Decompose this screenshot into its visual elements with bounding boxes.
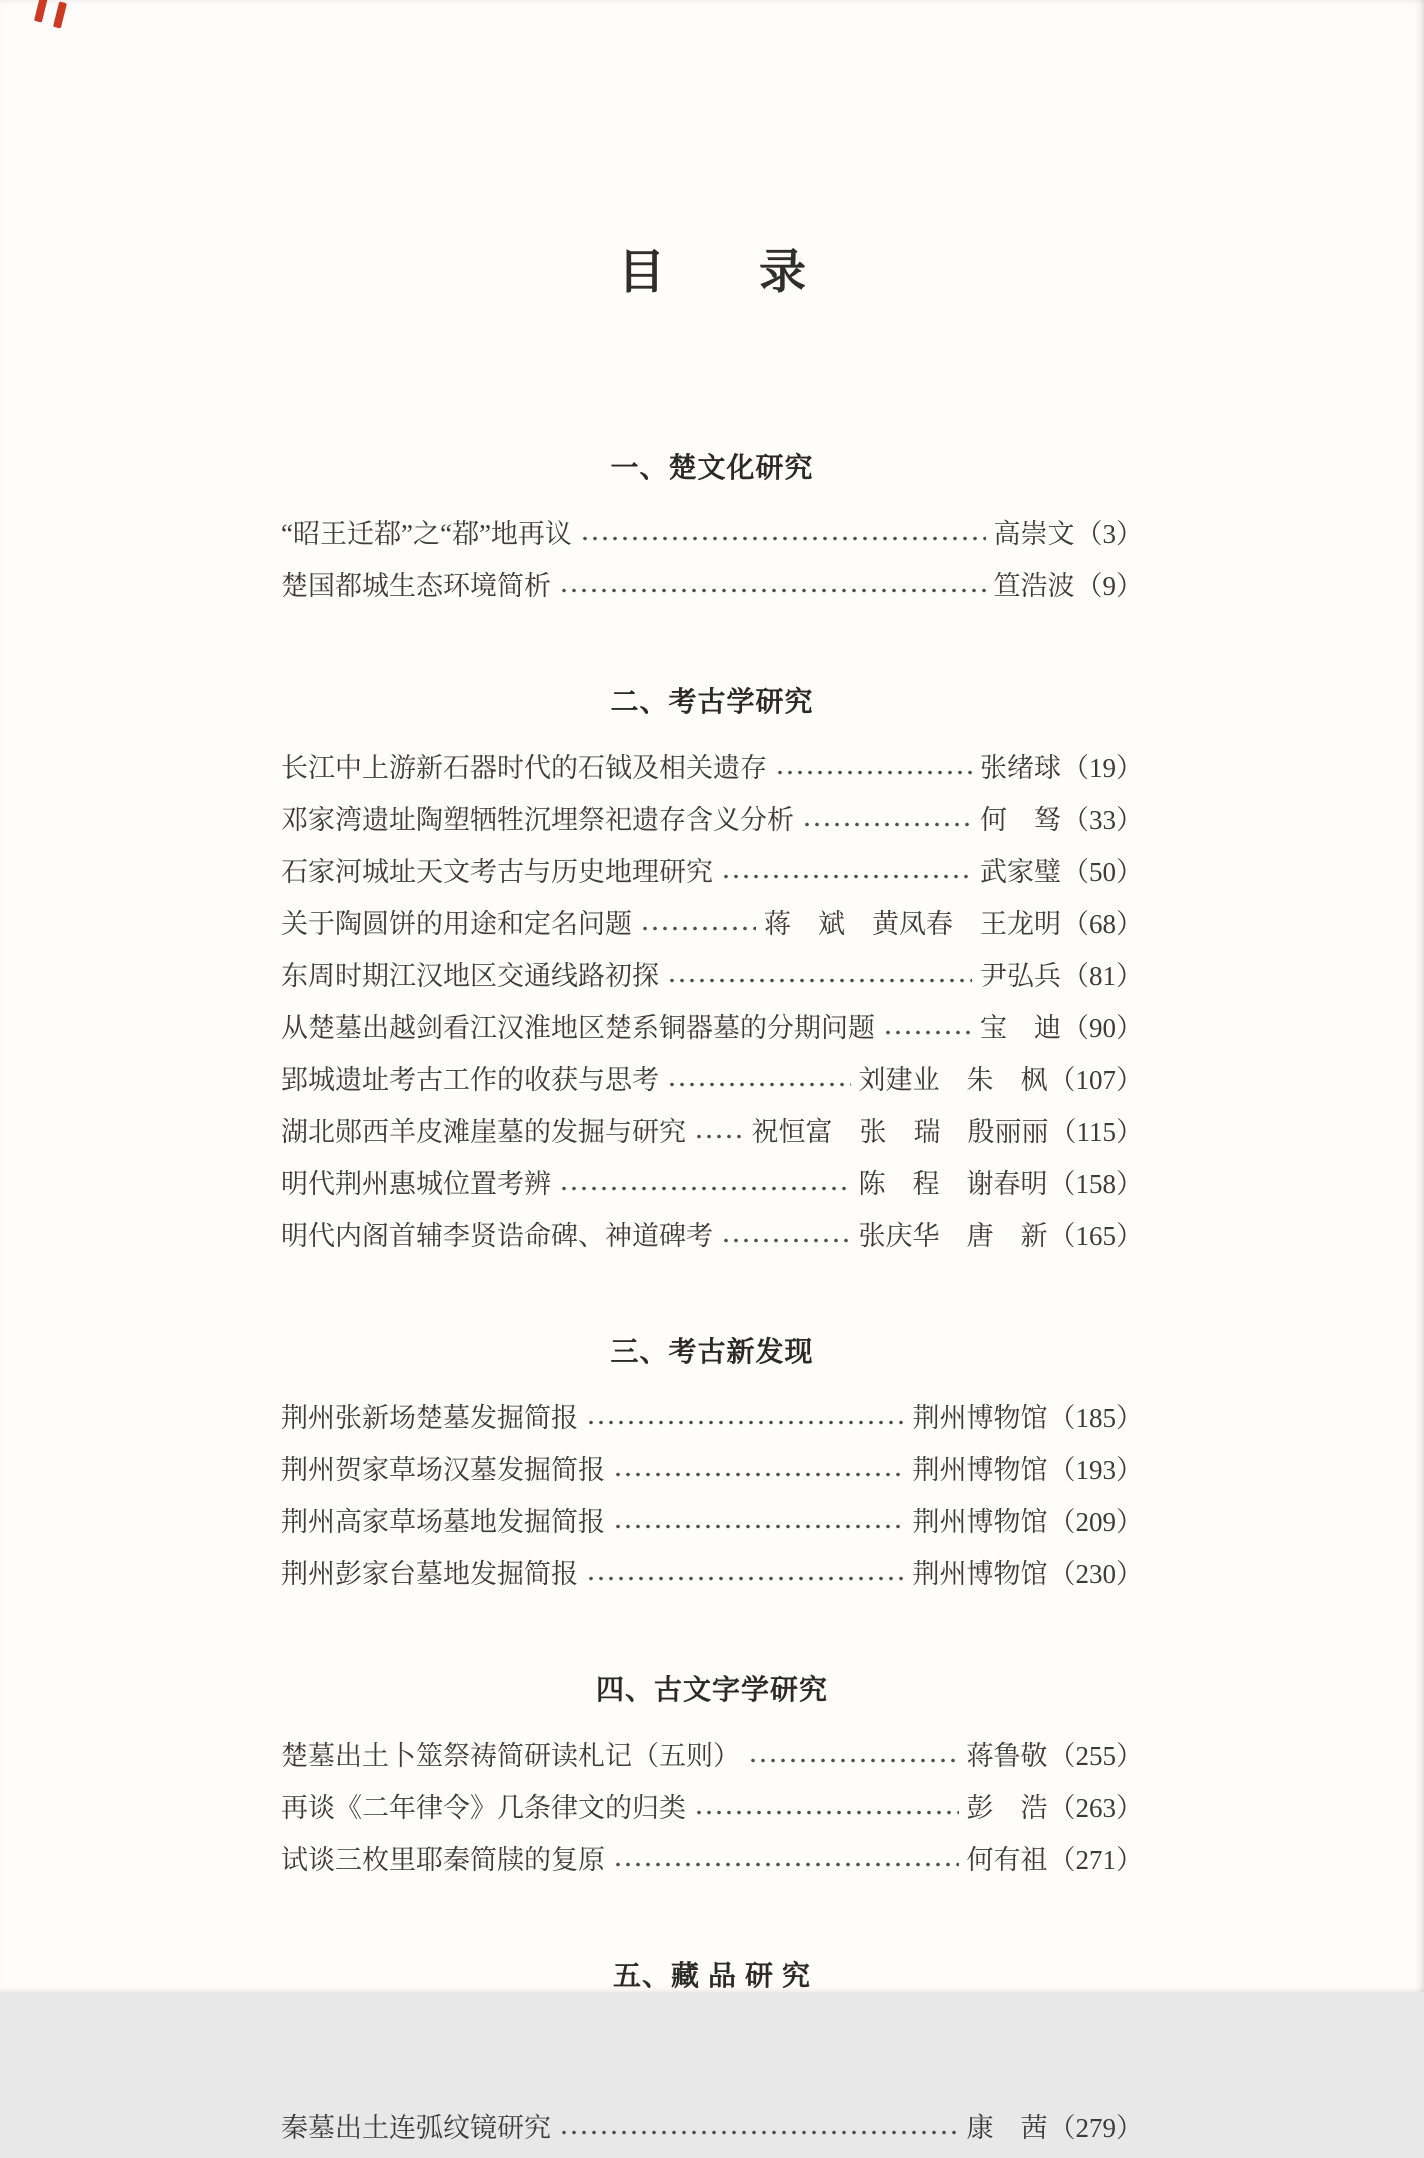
toc-entry bbox=[281, 1500, 1143, 1552]
dot-leader bbox=[692, 1808, 959, 1817]
toc-content bbox=[281, 0, 1143, 2158]
toc-entry bbox=[281, 564, 1143, 616]
dot-leader bbox=[800, 820, 972, 829]
entry-authors: 陈 程 谢春明 bbox=[858, 1168, 1048, 1199]
entry-authors: 张庆华 唐 新 bbox=[858, 1220, 1048, 1251]
dot-leader bbox=[719, 1236, 851, 1245]
entry-page-number: （107） bbox=[1048, 1064, 1143, 1095]
entry-title: 荆州贺家草场汉墓发掘简报 bbox=[281, 1454, 605, 1485]
entry-title: 郢城遗址考古工作的收获与思考 bbox=[281, 1064, 659, 1095]
entry-title: 东周时期江汉地区交通线路初探 bbox=[281, 960, 659, 991]
entry-title: 明代荆州惠城位置考辨 bbox=[281, 1168, 551, 1199]
entry-title: 从楚墓出越剑看江汉淮地区楚系铜器墓的分期问题 bbox=[281, 1012, 875, 1043]
entry-title: “昭王迁鄀”之“鄀”地再议 bbox=[281, 518, 572, 549]
entry-authors: 康 茜 bbox=[966, 2112, 1048, 2143]
dot-leader bbox=[557, 586, 986, 595]
entry-page-number: （209） bbox=[1048, 1506, 1143, 1537]
entry-page-number: （3） bbox=[1075, 518, 1143, 549]
toc-entry bbox=[281, 512, 1143, 564]
dot-leader bbox=[665, 976, 972, 985]
entry-page-number: （9） bbox=[1075, 570, 1143, 601]
entry-page-number: （255） bbox=[1048, 1740, 1143, 1771]
dot-leader bbox=[578, 534, 986, 543]
page-title: 目 录 bbox=[618, 247, 806, 299]
entry-authors: 何有祖 bbox=[966, 1844, 1048, 1875]
toc-entry bbox=[281, 1448, 1143, 1500]
dot-leader bbox=[611, 1470, 905, 1479]
entry-authors: 蒋 斌 黄凤春 王龙明 bbox=[764, 908, 1061, 939]
toc-entry bbox=[281, 746, 1143, 798]
entry-page-number: （185） bbox=[1048, 1402, 1143, 1433]
entry-authors: 张绪球 bbox=[980, 752, 1061, 783]
entry-title: 荆州高家草场墓地发掘简报 bbox=[281, 1506, 605, 1537]
dot-leader bbox=[665, 1080, 851, 1089]
entry-page-number: （19） bbox=[1062, 752, 1143, 783]
entry-page-number: （90） bbox=[1062, 1012, 1143, 1043]
section-heading: 二、考古学研究 bbox=[610, 686, 814, 718]
toc-entry bbox=[281, 1110, 1143, 1162]
dot-leader bbox=[638, 924, 756, 933]
toc-entry bbox=[281, 2106, 1143, 2158]
section-collection-research bbox=[281, 1954, 1143, 2158]
entry-title: 明代内阁首辅李贤诰命碑、神道碑考 bbox=[281, 1220, 713, 1251]
entry-authors: 刘建业 朱 枫 bbox=[858, 1064, 1048, 1095]
entry-page-number: （50） bbox=[1062, 856, 1143, 887]
entry-title: 楚国都城生态环境简析 bbox=[281, 570, 551, 601]
red-scan-mark bbox=[53, 1, 67, 28]
section-paleography bbox=[281, 1668, 1143, 1890]
entry-page-number: （279） bbox=[1048, 2112, 1143, 2143]
dot-leader bbox=[881, 1028, 972, 1037]
entry-page-number: （81） bbox=[1062, 960, 1143, 991]
section-heading: 一、楚文化研究 bbox=[610, 452, 814, 484]
section-archaeology-research bbox=[281, 680, 1143, 1266]
dot-leader bbox=[557, 2128, 959, 2137]
entry-authors: 彭 浩 bbox=[966, 1792, 1048, 1823]
entry-authors: 荆州博物馆 bbox=[912, 1558, 1048, 1589]
dot-leader bbox=[773, 768, 972, 777]
entry-page-number: （230） bbox=[1048, 1558, 1143, 1589]
toc-entry bbox=[281, 798, 1143, 850]
entry-authors: 祝恒富 张 瑞 殷丽丽 bbox=[751, 1116, 1049, 1147]
entry-title: 再谈《二年律令》几条律文的归类 bbox=[281, 1792, 686, 1823]
dot-leader bbox=[611, 1522, 905, 1531]
entry-authors: 荆州博物馆 bbox=[912, 1454, 1048, 1485]
toc-entry bbox=[281, 1006, 1143, 1058]
entry-page-number: （165） bbox=[1048, 1220, 1143, 1251]
section-chu-culture bbox=[281, 446, 1143, 616]
entry-authors: 何 驽 bbox=[980, 804, 1061, 835]
section-heading: 五、藏 品 研 究 bbox=[612, 1960, 811, 1992]
toc-entry bbox=[281, 1162, 1143, 1214]
dot-leader bbox=[746, 1756, 959, 1765]
section-new-discoveries bbox=[281, 1330, 1143, 1604]
toc-entry bbox=[281, 1058, 1143, 1110]
entry-title: 邓家湾遗址陶塑牺牲沉埋祭祀遗存含义分析 bbox=[281, 804, 794, 835]
entry-title: 关于陶圆饼的用途和定名问题 bbox=[281, 908, 632, 939]
entry-page-number: （115） bbox=[1049, 1116, 1143, 1147]
entry-title: 湖北郧西羊皮滩崖墓的发掘与研究 bbox=[281, 1116, 686, 1147]
dot-leader bbox=[584, 1574, 905, 1583]
entry-page-number: （271） bbox=[1048, 1844, 1143, 1875]
entry-authors: 蒋鲁敬 bbox=[966, 1740, 1048, 1771]
entry-title: 荆州彭家台墓地发掘简报 bbox=[281, 1558, 578, 1589]
dot-leader bbox=[557, 1184, 851, 1193]
entry-authors: 宝 迪 bbox=[980, 1012, 1061, 1043]
toc-entry bbox=[281, 1552, 1143, 1604]
toc-entry bbox=[281, 954, 1143, 1006]
toc-entry bbox=[281, 1214, 1143, 1266]
red-scan-mark bbox=[34, 0, 48, 23]
entry-page-number: （33） bbox=[1062, 804, 1143, 835]
entry-page-number: （158） bbox=[1048, 1168, 1143, 1199]
entry-title: 楚墓出土卜筮祭祷简研读札记（五则） bbox=[281, 1740, 740, 1771]
dot-leader bbox=[584, 1418, 905, 1427]
section-heading: 三、考古新发现 bbox=[610, 1336, 814, 1368]
toc-entry bbox=[281, 1786, 1143, 1838]
entry-title: 长江中上游新石器时代的石钺及相关遗存 bbox=[281, 752, 767, 783]
entry-authors: 尹弘兵 bbox=[980, 960, 1061, 991]
entry-title: 秦墓出土连弧纹镜研究 bbox=[281, 2112, 551, 2143]
entry-title: 荆州张新场楚墓发掘简报 bbox=[281, 1402, 578, 1433]
entry-title: 试谈三枚里耶秦简牍的复原 bbox=[281, 1844, 605, 1875]
dot-leader bbox=[692, 1132, 744, 1141]
toc-entry bbox=[281, 850, 1143, 902]
entry-page-number: （263） bbox=[1048, 1792, 1143, 1823]
entry-authors: 武家璧 bbox=[980, 856, 1061, 887]
dot-leader bbox=[719, 872, 972, 881]
toc-entry bbox=[281, 1838, 1143, 1890]
toc-entry bbox=[281, 1396, 1143, 1448]
toc-entry bbox=[281, 1734, 1143, 1786]
entry-authors: 荆州博物馆 bbox=[912, 1402, 1048, 1433]
dot-leader bbox=[611, 1860, 959, 1869]
entry-title: 石家河城址天文考古与历史地理研究 bbox=[281, 856, 713, 887]
entry-page-number: （68） bbox=[1062, 908, 1143, 939]
entry-authors: 高崇文 bbox=[993, 518, 1075, 549]
entry-page-number: （193） bbox=[1048, 1454, 1143, 1485]
entry-authors: 荆州博物馆 bbox=[912, 1506, 1048, 1537]
toc-entry bbox=[281, 902, 1143, 954]
entry-authors: 笪浩波 bbox=[993, 570, 1075, 601]
section-heading: 四、古文字学研究 bbox=[595, 1674, 828, 1706]
